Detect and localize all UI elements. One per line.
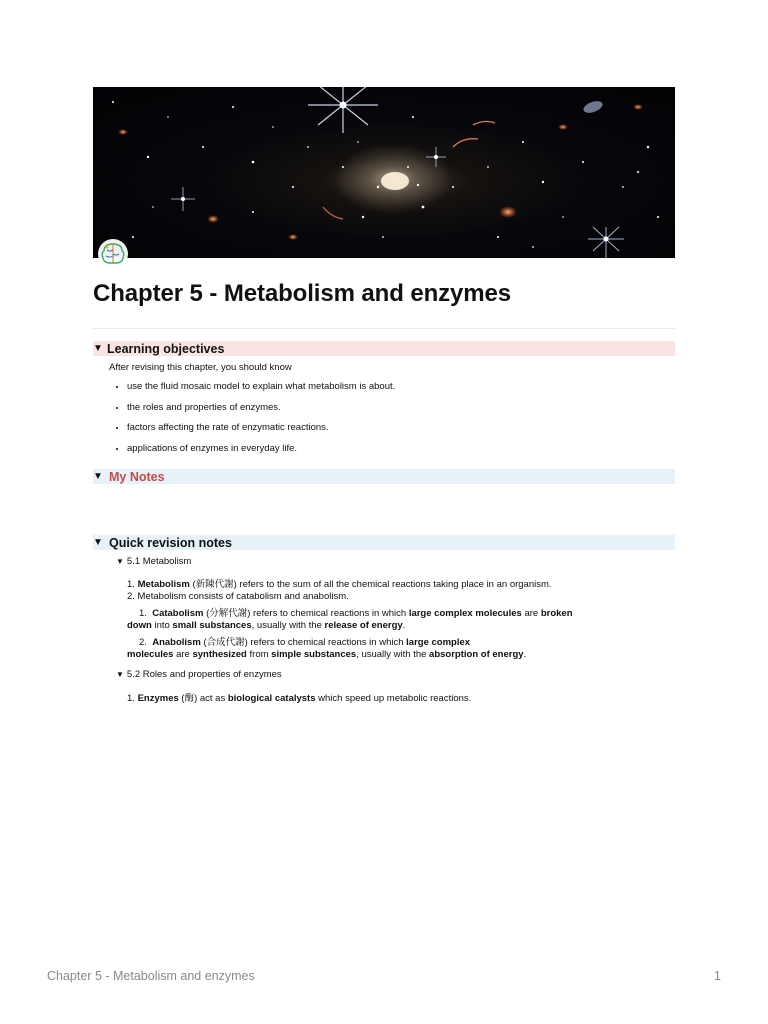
list-number: 2. (139, 637, 147, 648)
list-number: 1. (139, 608, 147, 619)
enzymes-line-1 (127, 690, 471, 704)
bold-text: large complex molecules (408, 608, 522, 619)
triangle-down-icon[interactable]: ▼ (93, 537, 103, 548)
text: , usually with the (356, 649, 430, 660)
definition-text: refers to the sum of all the chemical reactions taking place in an organism. (239, 579, 552, 590)
text: , usually with the (251, 620, 325, 631)
triangle-down-icon[interactable]: ▼ (93, 471, 103, 482)
metabolism-line-1 (127, 576, 552, 590)
term-metabolism: Metabolism (137, 579, 190, 590)
triangle-down-icon[interactable]: ▼ (116, 670, 124, 679)
bold-text: down (127, 620, 152, 631)
list-item: • applications of enzymes in everyday life. (127, 442, 395, 463)
bold-text: absorption of energy (429, 649, 524, 660)
bold-text: synthesized (192, 649, 247, 660)
brain-logo-icon (96, 237, 130, 271)
list-number: 1. (127, 693, 135, 704)
triangle-down-icon[interactable]: ▼ (116, 557, 124, 566)
text: are (173, 649, 193, 660)
term-chinese: (新陳代謝) (189, 579, 240, 590)
list-number: 1. (127, 579, 135, 590)
text: are (521, 608, 541, 619)
list-item: • factors affecting the rate of enzymatic reactions. (127, 421, 395, 442)
cover-image (93, 87, 675, 258)
learning-objectives-intro: After revising this chapter, you should know (109, 362, 292, 373)
toggle-my-notes[interactable] (93, 469, 675, 484)
page-title: Chapter 5 - Metabolism and enzymes (93, 280, 512, 307)
learning-objectives-heading: Learning objectives (107, 341, 225, 356)
bold-text: large complex (406, 637, 471, 648)
bold-text: release of energy (324, 620, 403, 631)
quick-revision-heading: Quick revision notes (109, 535, 232, 550)
list-item: • use the fluid mosaic model to explain what metabolism is about. (127, 380, 395, 401)
definition-text: (酶) act as (178, 693, 228, 704)
triangle-down-icon[interactable]: ▼ (93, 343, 103, 354)
bold-text: molecules (127, 649, 174, 660)
definition-text: which speed up metabolic reactions. (315, 693, 472, 704)
footer-title: Chapter 5 - Metabolism and enzymes (47, 969, 255, 983)
toggle-section-5-1[interactable] (116, 556, 191, 567)
toggle-quick-revision-notes[interactable] (93, 535, 675, 550)
text: from (246, 649, 272, 660)
bold-text: simple substances (271, 649, 357, 660)
section-5-2-heading: 5.2 Roles and properties of enzymes (126, 669, 282, 680)
term-anabolism: Anabolism (152, 637, 201, 648)
term-enzymes: Enzymes (137, 693, 179, 704)
my-notes-heading: My Notes (109, 469, 165, 484)
toggle-learning-objectives[interactable] (93, 341, 675, 356)
bold-text: biological catalysts (227, 693, 316, 704)
term-catabolism: Catabolism (152, 608, 204, 619)
page-number: 1 (714, 969, 721, 983)
section-5-1-heading: 5.1 Metabolism (126, 556, 192, 567)
toggle-section-5-2[interactable] (116, 669, 282, 680)
text: into (151, 620, 173, 631)
bold-text: broken (540, 608, 573, 619)
catabolism-line-2 (127, 620, 405, 631)
list-item: • the roles and properties of enzymes. (127, 401, 395, 422)
anabolism-line-2 (127, 649, 526, 660)
text: . (523, 649, 527, 660)
metabolism-line-2: 2. Metabolism consists of catabolism and anabolism. (127, 591, 349, 602)
catabolism-line-1 (139, 605, 573, 619)
anabolism-line-1 (139, 634, 470, 648)
learning-objectives-list (113, 380, 395, 462)
deep-field-stars (93, 87, 675, 258)
definition-text: (分解代謝) refers to chemical reactions in which (203, 608, 409, 619)
bold-text: small substances (172, 620, 252, 631)
definition-text: (合成代謝) refers to chemical reactions in which (200, 637, 407, 648)
text: . (402, 620, 406, 631)
divider (93, 328, 675, 329)
